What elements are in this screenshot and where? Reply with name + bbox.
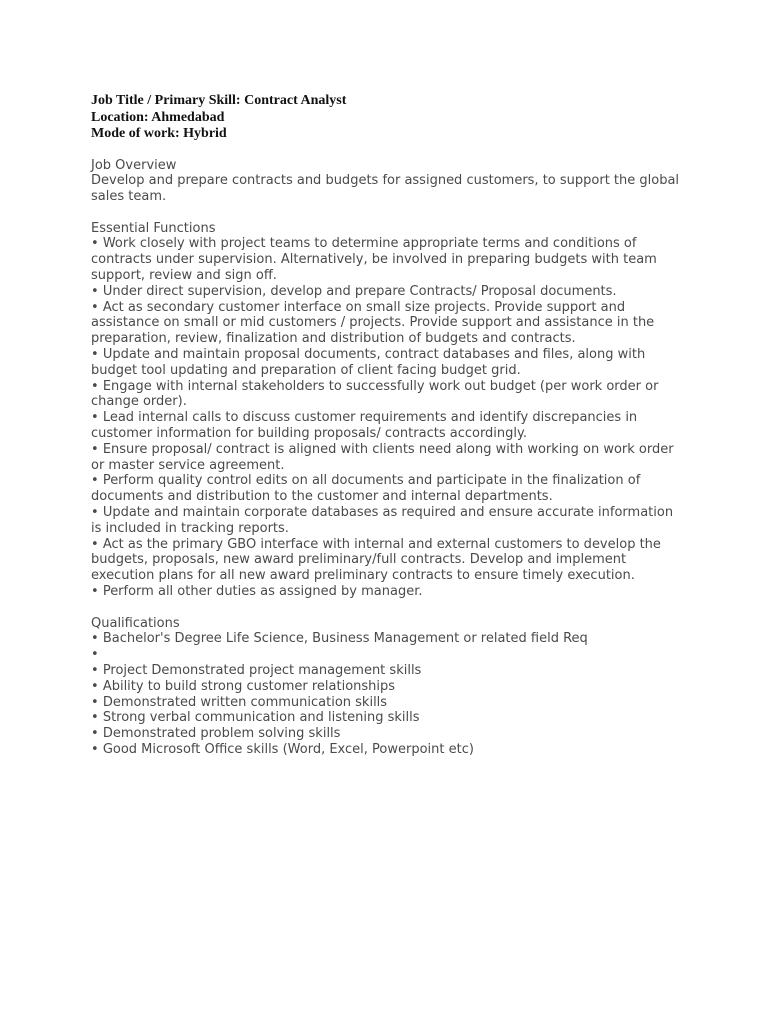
job-location: Location: Ahmedabad [91,109,225,125]
list-item-text: Ensure proposal/ contract is aligned with clients need along with working on work order or master service agreement. [91,441,674,473]
bullet-icon: • [91,710,99,726]
list-item-text: Engage with internal stakeholders to successfully work out budget (per work order or change order). [91,378,659,410]
list-item-text: Lead internal calls to discuss customer requirements and identify discrepancies in customer information for building proposals/ contracts accordingly. [91,410,638,442]
list-item [91,584,681,600]
document-content [91,93,681,758]
list-item [91,347,681,379]
list-item [91,647,681,663]
spacer [91,205,681,221]
list-item [91,679,681,695]
spacer [91,143,681,158]
list-item [91,410,681,442]
essential-functions-list [91,236,681,599]
bullet-icon: • [91,663,99,678]
list-item [91,663,681,679]
list-item-text: Perform all other duties as assigned by manager. [102,584,423,600]
list-item [91,284,681,300]
list-item-text: Work closely with project teams to determine appropriate terms and conditions of contracts under supervision. Alternatively, be involved in preparing budgets with team support, review and sign off. [91,236,657,284]
job-overview-section [91,158,681,758]
list-item-text: Ability to build strong customer relationships [102,678,396,694]
bullet-icon: • [91,236,99,252]
list-item [91,473,681,505]
job-overview-text: Develop and prepare contracts and budgets for assigned customers, to support the global sales team. [91,173,680,205]
bullet-icon: • [91,410,99,426]
list-item-text: Update and maintain proposal documents, contract databases and files, along with budget tool updating and preparation of client facing budget grid. [91,347,646,378]
list-item [91,236,681,283]
job-title: Job Title / Primary Skill: Contract Analyst [91,93,347,108]
bullet-icon: • [91,283,99,299]
list-item-text: Under direct supervision, develop and prepare Contracts/ Proposal documents. [102,283,617,299]
qualifications-list [91,631,681,757]
list-item-text: Perform quality control edits on all documents and participate in the finalization of documents and distribution to the customer and internal departments. [91,473,641,505]
list-item [91,442,681,474]
bullet-icon: • [91,378,99,394]
bullet-icon: • [91,505,99,521]
list-item-text: Bachelor's Degree Life Science, Business Management or related field Req [102,631,588,647]
qualifications-heading: Qualifications [91,615,180,631]
bullet-icon: • [91,299,99,315]
bullet-icon: • [91,741,99,757]
bullet-icon: • [91,347,99,363]
bullet-icon: • [91,647,99,663]
list-item-text: Update and maintain corporate databases as required and ensure accurate information is included in tracking reports. [91,505,674,536]
list-item [91,710,681,726]
mode-of-work: Mode of work: Hybrid [91,126,227,141]
bullet-icon: • [91,473,99,489]
bullet-icon: • [91,536,99,552]
job-overview-heading: Job Overview [91,157,177,173]
list-item [91,505,681,537]
list-item [91,742,681,758]
list-item [91,379,681,411]
list-item [91,631,681,647]
bullet-icon: • [91,726,99,742]
bullet-icon: • [91,694,99,710]
bullet-icon: • [91,584,99,600]
list-item-text: Demonstrated written communication skills [102,694,388,710]
spacer [91,600,681,616]
bullet-icon: • [91,441,99,457]
bullet-icon: • [91,678,99,694]
list-item-text: Demonstrated problem solving skills [102,726,341,742]
list-item [91,300,681,347]
list-item [91,695,681,711]
bullet-icon: • [91,631,99,647]
list-item-text: Good Microsoft Office skills (Word, Excel, Powerpoint etc) [102,741,474,757]
list-item-text: Project Demonstrated project management skills [102,663,422,678]
list-item [91,537,681,584]
list-item-text: Strong verbal communication and listening skills [102,710,420,726]
essential-functions-heading: Essential Functions [91,220,216,236]
list-item-text: Act as secondary customer interface on small size projects. Provide support and assistance on small or mid customers / projects. Provide support and assistance in the preparation, review, finalization and distribution of budgets and contracts. [91,299,655,347]
list-item [91,726,681,742]
list-item-text: Act as the primary GBO interface with internal and external customers to develop the budgets, proposals, new award preliminary/full contracts. Develop and implement execution plans for all new award preliminary contracts to ensure timely execution. [91,536,661,584]
